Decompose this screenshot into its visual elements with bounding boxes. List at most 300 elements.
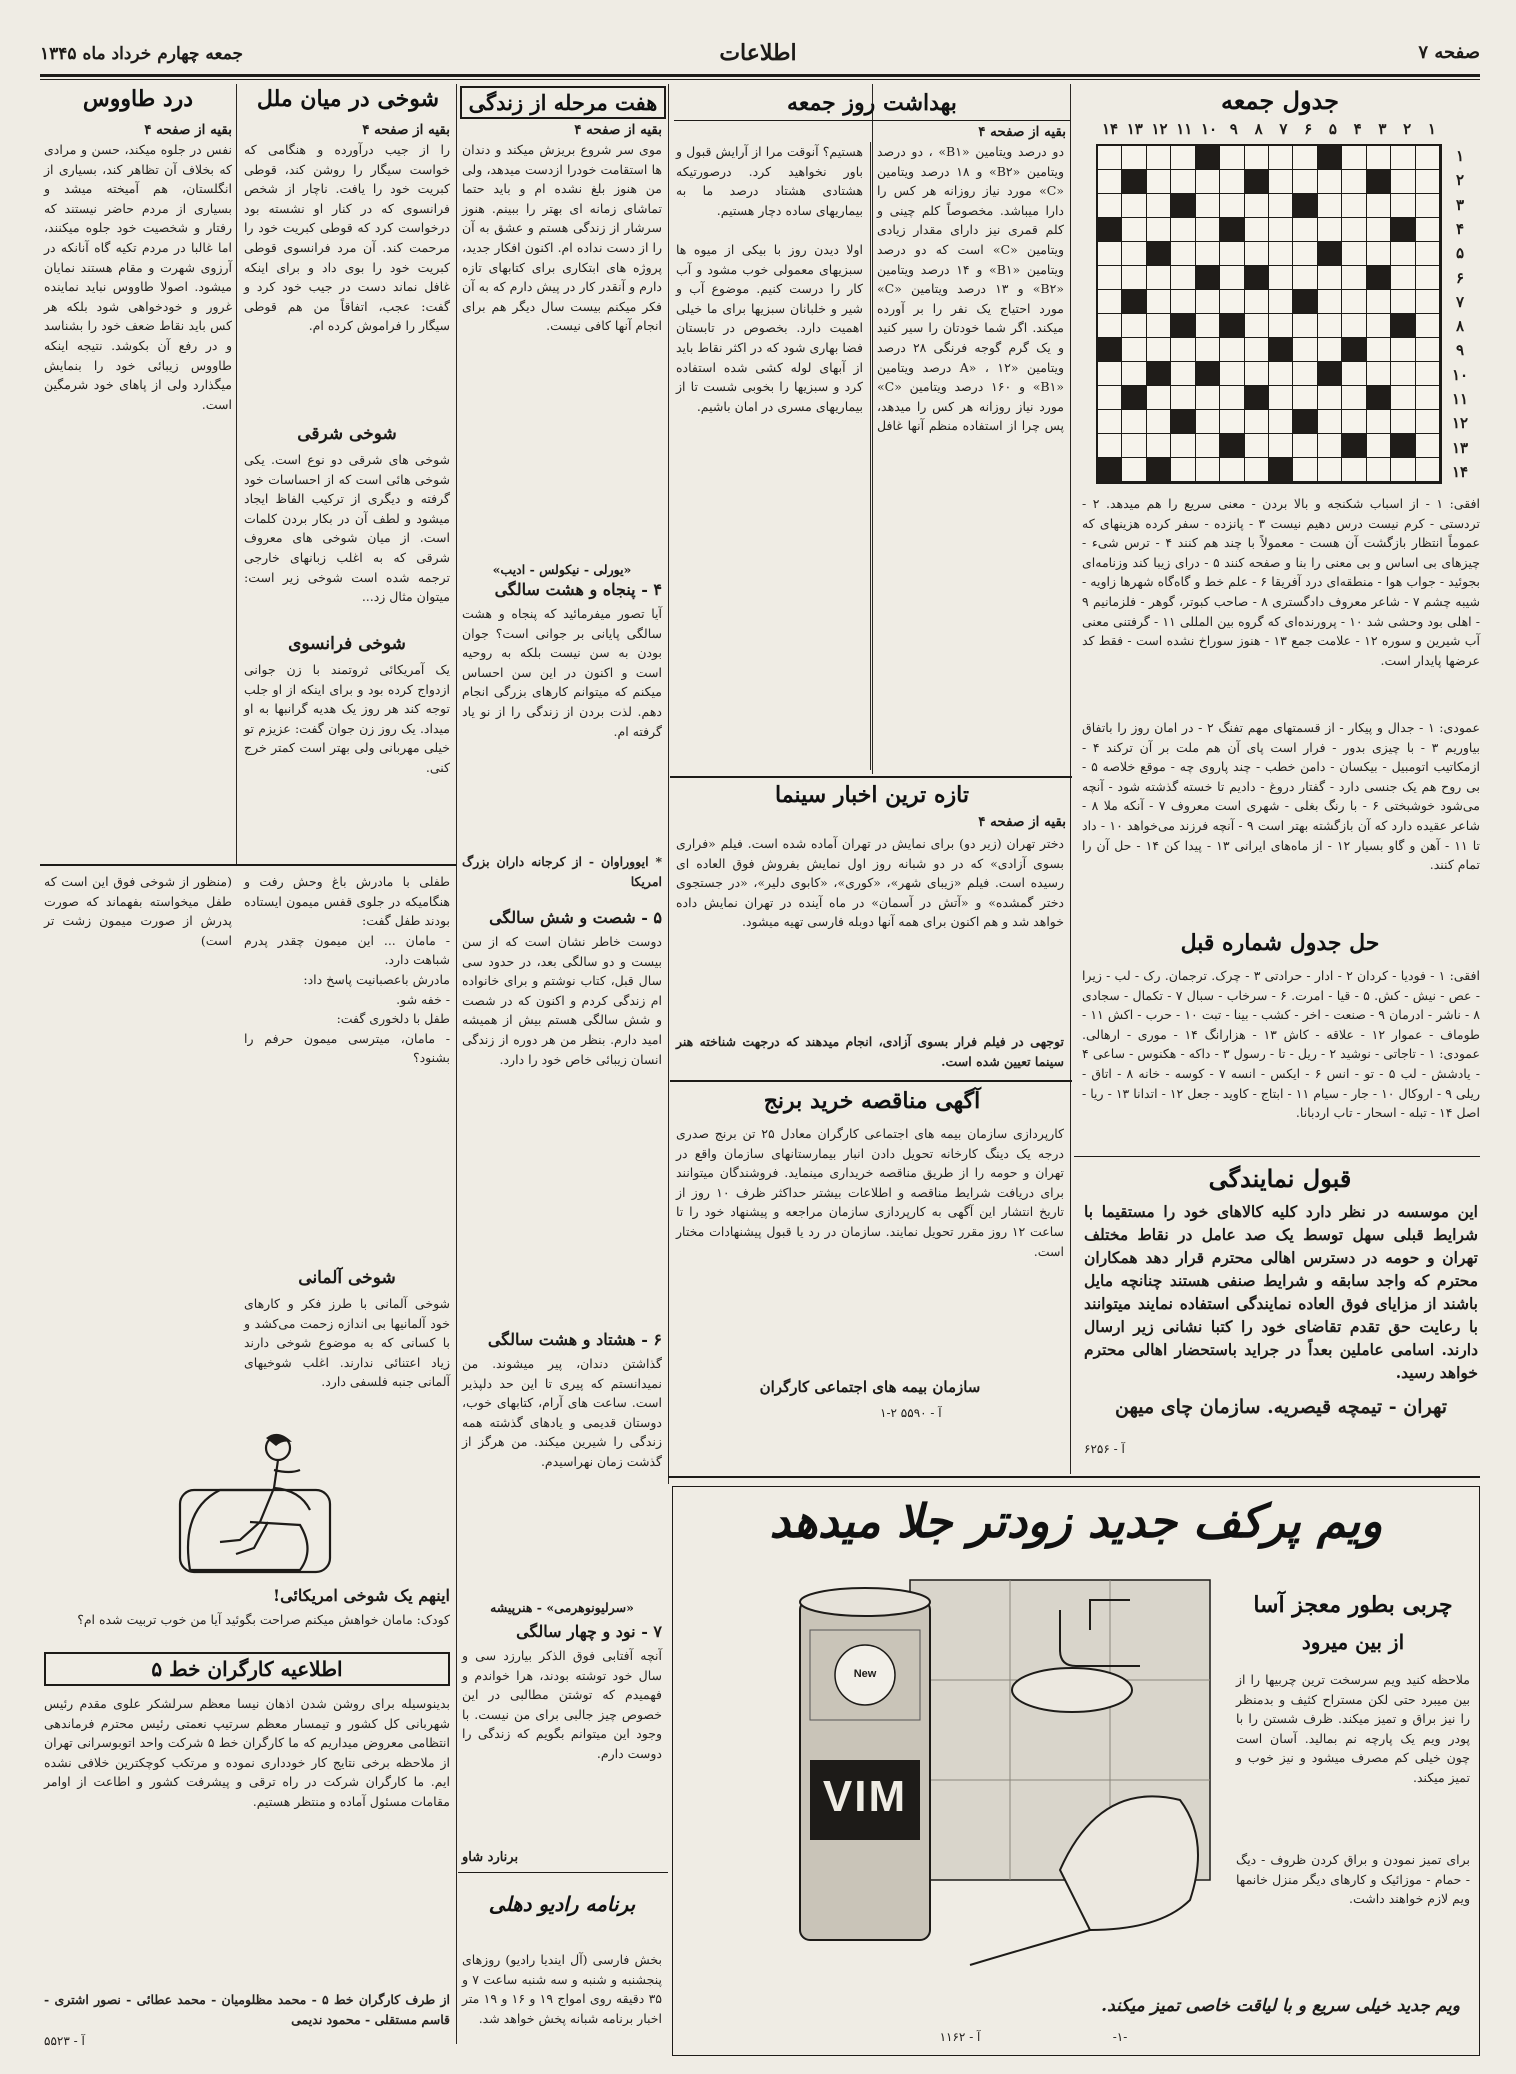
crossword-cell[interactable] bbox=[1293, 362, 1317, 386]
crossword-block bbox=[1342, 338, 1366, 362]
crossword-cell[interactable] bbox=[1318, 290, 1342, 314]
jokes-german-title: شوخی آلمانی bbox=[298, 1268, 396, 1288]
crossword-cell[interactable] bbox=[1293, 266, 1317, 290]
crossword-cell[interactable] bbox=[1171, 266, 1195, 290]
crossword-cell[interactable] bbox=[1196, 290, 1220, 314]
crossword-cell[interactable] bbox=[1171, 338, 1195, 362]
crossword-block bbox=[1098, 338, 1122, 362]
crossword-block bbox=[1171, 410, 1195, 434]
crossword-cell[interactable] bbox=[1416, 170, 1440, 194]
crossword-cell[interactable] bbox=[1416, 218, 1440, 242]
peacock-title: درد طاووس bbox=[82, 86, 194, 112]
crossword-cell[interactable] bbox=[1391, 242, 1415, 266]
crossword-cell[interactable] bbox=[1367, 362, 1391, 386]
crossword-cell[interactable] bbox=[1098, 194, 1122, 218]
crossword-cell[interactable] bbox=[1342, 362, 1366, 386]
masthead-rule bbox=[40, 74, 1480, 77]
crossword-cell[interactable] bbox=[1269, 290, 1293, 314]
crossword-block bbox=[1318, 242, 1342, 266]
crossword-cell[interactable] bbox=[1196, 194, 1220, 218]
crossword-cell[interactable] bbox=[1391, 266, 1415, 290]
crossword-cell[interactable] bbox=[1147, 410, 1171, 434]
crossword-block bbox=[1293, 290, 1317, 314]
vim-footer: ویم جدید خیلی سریع و با لیاقت خاصی تمیز میکند. bbox=[1101, 1996, 1460, 2016]
crossword-cell[interactable] bbox=[1342, 242, 1366, 266]
col-num: ۱۱ bbox=[1176, 120, 1193, 138]
crossword-cell[interactable] bbox=[1245, 362, 1269, 386]
crossword-cell[interactable] bbox=[1367, 218, 1391, 242]
crossword-cell[interactable] bbox=[1147, 170, 1171, 194]
crossword-block bbox=[1147, 458, 1171, 482]
crossword-cell[interactable] bbox=[1269, 314, 1293, 338]
jokes-french-text: یک آمریکائی ثروتمند با زن جوانی ازدواج کرده بود و برای اینکه از او جلب توجه کند هر روز یک هدیه گرانبها به او میداد. یک روز زن جوان گفت: عزیزم تو خیلی مهربانی ولی بهتر است کمتر خرج کنی. bbox=[244, 662, 450, 775]
crossword-cell[interactable] bbox=[1196, 170, 1220, 194]
seven-sec4-title: ۴ - پنجاه و هشت سالگی bbox=[494, 580, 662, 599]
crossword-cell[interactable] bbox=[1098, 146, 1122, 170]
crossword-cell[interactable] bbox=[1416, 386, 1440, 410]
crossword-cell[interactable] bbox=[1171, 170, 1195, 194]
col-rule-1 bbox=[1070, 84, 1071, 1474]
jokes-east-title: شوخی شرقی bbox=[297, 424, 397, 444]
crossword-block bbox=[1367, 266, 1391, 290]
crossword-cell[interactable] bbox=[1147, 218, 1171, 242]
crossword-cell[interactable] bbox=[1318, 218, 1342, 242]
col-num: ۱۰ bbox=[1201, 120, 1218, 138]
cartoon-illustration bbox=[150, 1430, 390, 1580]
crossword-cell[interactable] bbox=[1147, 290, 1171, 314]
crossword-cell[interactable] bbox=[1196, 410, 1220, 434]
health-title-rule bbox=[674, 120, 1070, 121]
crossword-block bbox=[1391, 218, 1415, 242]
crossword-cell[interactable] bbox=[1318, 266, 1342, 290]
col-num: ۳ bbox=[1378, 120, 1387, 138]
crossword-cell[interactable] bbox=[1269, 218, 1293, 242]
vim-can-new: New bbox=[853, 1668, 877, 1680]
jokes-title: شوخی در میان ملل bbox=[256, 86, 440, 112]
crossword-cell[interactable] bbox=[1245, 314, 1269, 338]
row-num: ۱ bbox=[1455, 147, 1465, 166]
crossword-cell[interactable] bbox=[1367, 410, 1391, 434]
crossword-block bbox=[1220, 314, 1244, 338]
crossword-block bbox=[1245, 386, 1269, 410]
vim-code: آ - ۱۱۶۲ bbox=[939, 2030, 981, 2044]
crossword-cell[interactable] bbox=[1367, 194, 1391, 218]
crossword-cell[interactable] bbox=[1220, 410, 1244, 434]
row-num: ۴ bbox=[1455, 219, 1465, 238]
crossword-cell[interactable] bbox=[1171, 218, 1195, 242]
crossword-cell[interactable] bbox=[1367, 338, 1391, 362]
row-num: ۱۳ bbox=[1451, 438, 1469, 457]
col-num: ۹ bbox=[1229, 120, 1238, 138]
seven-sec7-by: برنارد شاو bbox=[462, 1850, 519, 1865]
crossword-cell[interactable] bbox=[1245, 338, 1269, 362]
row-num: ۲ bbox=[1455, 171, 1465, 190]
crossword-cell[interactable] bbox=[1293, 242, 1317, 266]
crossword-cell[interactable] bbox=[1196, 458, 1220, 482]
crossword-cell[interactable] bbox=[1220, 362, 1244, 386]
col-num: ۶ bbox=[1304, 120, 1313, 138]
crossword-cell[interactable] bbox=[1098, 434, 1122, 458]
crossword-cell[interactable] bbox=[1196, 314, 1220, 338]
crossword-cell[interactable] bbox=[1269, 386, 1293, 410]
crossword-cell[interactable] bbox=[1342, 170, 1366, 194]
crossword-cell[interactable] bbox=[1098, 314, 1122, 338]
crossword-cell[interactable] bbox=[1293, 314, 1317, 338]
crossword-cell[interactable] bbox=[1122, 458, 1146, 482]
crossword-cell[interactable] bbox=[1098, 386, 1122, 410]
jokes-cont: بقیه از صفحه ۴ bbox=[362, 122, 450, 138]
crossword-cell[interactable] bbox=[1147, 434, 1171, 458]
crossword-cell[interactable] bbox=[1171, 434, 1195, 458]
crossword-grid[interactable] bbox=[1096, 144, 1442, 484]
tender-title: آگهی مناقصه خرید برنج bbox=[763, 1088, 981, 1114]
crossword-cell[interactable] bbox=[1391, 386, 1415, 410]
health-bottom-rule bbox=[670, 776, 1072, 778]
crossword-cell[interactable] bbox=[1391, 338, 1415, 362]
crossword-cell[interactable] bbox=[1293, 218, 1317, 242]
radio-title: برنامه رادیو دهلی bbox=[488, 1892, 636, 1916]
crossword-cell[interactable] bbox=[1220, 458, 1244, 482]
crossword-cell[interactable] bbox=[1342, 218, 1366, 242]
crossword-cell[interactable] bbox=[1293, 386, 1317, 410]
crossword-cell[interactable] bbox=[1293, 170, 1317, 194]
peacock-text: نفس در جلوه میکند، حسن و مرادی که بخلاف آن تظاهر کند، بسیاری از انگلستان، هم آمیخته میشد و بسیاری از مردم حاضر نیستند که رفتار و شخصیت خود جلوه میکنند، اما غالبا در مردم تکیه گاه آنانکه در آرزوی شهرت و مقام هستند نمایان میشود. اصولا طاووس نباید نماینده غرور و خودخواهی شود بلکه هر کس باید نقاط ضعف خود را بشناسد و در رفع آن بکوشد. نتیجه اینکه طاووس زیبائی خود را بنمایش میگذارد ولی از پاهای خود شرمگین است. bbox=[44, 142, 232, 412]
col-rule-5 bbox=[236, 84, 237, 864]
col-num: ۴ bbox=[1353, 120, 1362, 138]
crossword-cell[interactable] bbox=[1147, 194, 1171, 218]
crossword-cell[interactable] bbox=[1342, 386, 1366, 410]
crossword-cell[interactable] bbox=[1122, 338, 1146, 362]
crossword-cell[interactable] bbox=[1293, 146, 1317, 170]
crossword-cell[interactable] bbox=[1171, 386, 1195, 410]
seven-sec4-note: * ایووراوان - از کرجانه داران بزرگ امریکا bbox=[462, 854, 662, 889]
crossword-block bbox=[1391, 314, 1415, 338]
crossword-cell[interactable] bbox=[1122, 362, 1146, 386]
masthead-date: جمعه چهارم خرداد ماه ۱۳۴۵ bbox=[40, 44, 244, 64]
crossword-block bbox=[1269, 338, 1293, 362]
crossword-cell[interactable] bbox=[1416, 146, 1440, 170]
crossword-cell[interactable] bbox=[1098, 410, 1122, 434]
cartoon-caption-text: کودک: مامان خواهش میکنم صراحت بگوئید آیا من خوب تربیت شده ام؟ bbox=[77, 1612, 450, 1627]
crossword-cell[interactable] bbox=[1367, 314, 1391, 338]
crossword-cell[interactable] bbox=[1122, 194, 1146, 218]
tender-signed: سازمان بیمه های اجتماعی کارگران bbox=[759, 1378, 981, 1396]
crossword-cell[interactable] bbox=[1293, 434, 1317, 458]
crossword-cell[interactable] bbox=[1367, 458, 1391, 482]
crossword-block bbox=[1367, 170, 1391, 194]
crossword-cell[interactable] bbox=[1171, 146, 1195, 170]
crossword-block bbox=[1171, 314, 1195, 338]
cartoon-dialogue: طفلی با مادرش باغ وحش رفت و هنگامیکه در جلوی قفس میمون ایستاده بودند طفل گفت: - مامان ... این میمون چقدر پدرم شباهت دارد. مادرش باعصبانیت پاسخ داد: - خفه شو. طفل با دلخوری گفت: - مامان، میترسی میمون حرفم را بشنود؟ bbox=[244, 874, 450, 1066]
vim-headline: ویم پرکف جدید زودتر جلا میدهد bbox=[769, 1494, 1383, 1548]
crossword-cell[interactable] bbox=[1391, 290, 1415, 314]
col-num: ۱ bbox=[1427, 120, 1436, 138]
agency-rule bbox=[1074, 1156, 1480, 1157]
crossword-cell[interactable] bbox=[1342, 410, 1366, 434]
crossword-cell[interactable] bbox=[1342, 314, 1366, 338]
row-num: ۸ bbox=[1455, 317, 1465, 336]
crossword-cell[interactable] bbox=[1416, 194, 1440, 218]
crossword-cell[interactable] bbox=[1245, 458, 1269, 482]
crossword-block bbox=[1098, 458, 1122, 482]
crossword-cell[interactable] bbox=[1220, 146, 1244, 170]
row-num: ۵ bbox=[1455, 244, 1465, 263]
crossword-cell[interactable] bbox=[1269, 194, 1293, 218]
crossword-title: جدول جمعه bbox=[1221, 86, 1339, 115]
cinema-text: دختر تهران (زیر دو) برای نمایش در تهران آماده شده است. فیلم «فراری بسوی آزادی» که در دو شبانه روز اول نمایش بفروش فوق العاده ای رسیده است. فیلم «زیبای شهر»، «کوری»، «کابوی دلیر»، «در جستجوی دختر گمشده» و «آتش در آسمان» در ماه آینده در تهران نمایش داده خواهد شد و هم اکنون برای همه آنها دوبله فارسی تهیه میشود. bbox=[676, 836, 1064, 930]
row-num: ۹ bbox=[1455, 341, 1465, 360]
peacock-cont: بقیه از صفحه ۴ bbox=[144, 122, 232, 138]
crossword-cell[interactable] bbox=[1293, 338, 1317, 362]
crossword-cell[interactable] bbox=[1342, 266, 1366, 290]
cinema-footer: توجهی در فیلم فرار بسوی آزادی، انجام میدهند که درجهت شناخته هنر سینما تعیین شده است. bbox=[676, 1034, 1064, 1069]
tender-code: آ - ۵۵۹۰ ۲-۱ bbox=[880, 1406, 942, 1420]
vim-box-title-2: از بین میرود bbox=[1301, 1630, 1405, 1654]
seven-sec4-by: «یورلی - نیکولس - ادیب» bbox=[492, 562, 632, 577]
row-num: ۶ bbox=[1455, 268, 1465, 287]
row-num: ۳ bbox=[1455, 195, 1465, 214]
crossword-cell[interactable] bbox=[1367, 290, 1391, 314]
crossword-cell[interactable] bbox=[1416, 266, 1440, 290]
jokes-east-text: شوخی های شرقی دو نوع است. یکی شوخی هائی است که از احساسات خود گرفته و دیگری از ترکیب الفاظ ایجاد میشود و لطف آن در بکار بردن کلمات است. از میان شوخی های معروف شرقی که به اغلب زبانهای خارجی ترجمه شده است شوخی زیر است: میتوان مثال زد... bbox=[244, 452, 450, 605]
crossword-cell[interactable] bbox=[1269, 266, 1293, 290]
crossword-cell[interactable] bbox=[1122, 314, 1146, 338]
crossword-block bbox=[1342, 434, 1366, 458]
crossword-cell[interactable] bbox=[1416, 290, 1440, 314]
row-num: ۱۲ bbox=[1451, 414, 1469, 433]
crossword-block bbox=[1171, 194, 1195, 218]
crossword-cell[interactable] bbox=[1220, 386, 1244, 410]
agency-text: این موسسه در نظر دارد کلیه کالاهای خود را مستقیما با شرایط قبلی سهل توسط یک صد عامل در نقاط مختلف تهران و حومه در دسترس اهالی محترم قرار دهد همکاران محترم که واجد سابقه و شرایط صنفی هستند چنانچه مایل باشند از مزایای فوق العاده نمایندگی استفاده نمایند میتوانند با رعایت حق تقدم تقاضای خود را کتبا نشانی زیر ارسال دارند. اسامی عاملین بعداً در جراید باستحضار اهالی محترم خواهد رسید. bbox=[1084, 1202, 1478, 1382]
crossword-cell[interactable] bbox=[1147, 386, 1171, 410]
seven-sec4-text: آیا تصور میفرمائید که پنجاه و هشت سالگی پایانی بر جوانی است؟ جوان بودن به سن نیست بلکه به روحیه است و اکنون در این سن احساس میکنم که میتوانم کارهای بزرگی انجام دهم. لذت بردن از زندگی را از نو یاد گرفته ام. bbox=[462, 606, 662, 739]
crossword-cell[interactable] bbox=[1416, 362, 1440, 386]
notice-text: بدینوسیله برای روشن شدن اذهان نیسا معظم سرلشکر علوی مقدم رئیس شهربانی کل کشور و تیمسار معظم سرتیپ نعمتی رئیس محترم فرماندهی انتظامی معروض میداریم که ما کارگران خط ۵ شرکت واحد اتوبوسرانی تهران از ملاحظه برخی نتایج کار خودداری نموده و مرتکب کوچکترین خلافی نشده ایم. ما کارگران شرکت در راه ترقی و پیشرفت کشور و اطاعت از اوامر مقامات مسئول آماده و منتظر هستیم. bbox=[44, 1696, 450, 1809]
col-rule-3 bbox=[668, 84, 669, 1484]
crossword-cell[interactable] bbox=[1122, 266, 1146, 290]
seven-sec5-title: ۵ - شصت و شش سالگی bbox=[489, 908, 662, 927]
crossword-block bbox=[1245, 170, 1269, 194]
crossword-cell[interactable] bbox=[1098, 290, 1122, 314]
crossword-cell[interactable] bbox=[1318, 314, 1342, 338]
crossword-cell[interactable] bbox=[1098, 362, 1122, 386]
cinema-bottom-rule bbox=[670, 1080, 1072, 1082]
crossword-cell[interactable] bbox=[1196, 218, 1220, 242]
crossword-row-numbers bbox=[1448, 144, 1472, 484]
crossword-cell[interactable] bbox=[1342, 146, 1366, 170]
crossword-cell[interactable] bbox=[1098, 170, 1122, 194]
crossword-cell[interactable] bbox=[1367, 434, 1391, 458]
crossword-block bbox=[1318, 362, 1342, 386]
health-text: دو درصد ویتامین «B۱» ، دو درصد ویتامین «B۲» و ۱۸ درصد ویتامین «C» مورد نیاز روزانه هر کس را دارا میباشد. مخصوصاً کلم چینی و کلم قمری نیز دارای مقدار زیادی ویتامین «C» است که دو درصد ویتامین «B۱» و ۱۴ درصد ویتامین «B۲» و ۱۳ درصد ویتامین «C» مورد احتیاج یک نفر را بر آورده میکند. اگر شما خودتان را سیر کنید و یک گرم گوجه فرنگی ۲۸ درصد ویتامین «A» ، ۱۲ درصد ویتامین «B۱» و ۱۶۰ درصد ویتامین «C» مورد نیاز روزانه هر کس را میدهد، پس چرا از استفاده منظم آنها غافل هستیم؟ آنوقت مرا از آرایش قبول و باور نخواهید کرد. درصورتیکه هشتادی هشتاد درصد ما به بیماریهای ساده دچار هستیم. اولا دیدن روز با بیکی از میوه ها سبزیهای معمولی خوب مشود و آب کار را درست کنیم. موضوع آب و شیر و خلبانان سبزیها برای ما خیلی اهمیت دارد. بخصوص در تابستان فضا بهاری شود که در اکثر نقاط باید از آبهای لوله کشی شده استفاده کرد و سبزیها را بخوبی شست تا از بیماریهای مسری در امان باشیم. bbox=[676, 144, 1065, 434]
crossword-cell[interactable] bbox=[1318, 386, 1342, 410]
crossword-cell[interactable] bbox=[1391, 170, 1415, 194]
seven-sec6-text: گذاشتن دندان، پیر میشوند. من نمیدانستم که پیری تا این حد دلپذیر است. ساعت های آرام، کتابهای خوب، دوستان قدیمی و یادهای گذشته همه زندگی را شیرین میکند. من هرگز از گذشت زمان نهراسیدم. bbox=[462, 1356, 662, 1469]
crossword-block bbox=[1293, 194, 1317, 218]
crossword-cell[interactable] bbox=[1220, 194, 1244, 218]
crossword-cell[interactable] bbox=[1245, 146, 1269, 170]
crossword-cell[interactable] bbox=[1147, 314, 1171, 338]
crossword-cell[interactable] bbox=[1171, 458, 1195, 482]
masthead-rule-2 bbox=[40, 79, 1480, 80]
col-num: ۸ bbox=[1254, 120, 1263, 138]
crossword-block bbox=[1220, 218, 1244, 242]
crossword-cell[interactable] bbox=[1342, 458, 1366, 482]
crossword-cell[interactable] bbox=[1122, 218, 1146, 242]
crossword-block bbox=[1147, 242, 1171, 266]
cinema-cont: بقیه از صفحه ۴ bbox=[978, 814, 1066, 830]
crossword-cell[interactable] bbox=[1342, 194, 1366, 218]
vim-can-brand: VIM bbox=[822, 1772, 908, 1821]
crossword-block bbox=[1293, 410, 1317, 434]
crossword-cell[interactable] bbox=[1293, 458, 1317, 482]
row-num: ۱۰ bbox=[1451, 365, 1469, 384]
crossword-cell[interactable] bbox=[1391, 458, 1415, 482]
crossword-cell[interactable] bbox=[1245, 242, 1269, 266]
jokes-text: را از جیب درآورده و هنگامی که خواست سیگار را روشن کند، قوطی کبریت خود را یافت. ناچار از شخص فرانسوی که در کنار او نشسته بود درخواست کرد که قوطی کبریت خود را مرحمت کند. آن مرد فرانسوی قوطی کبریت خود را بوی داد و برای اینکه غافل نماند دست در جیب خود کرد و گفت: عجب، اتفاقاً من هم قوطی سیگار را فراموش کرده ام. bbox=[244, 142, 450, 334]
crossword-cell[interactable] bbox=[1416, 410, 1440, 434]
crossword-cell[interactable] bbox=[1367, 146, 1391, 170]
crossword-cell[interactable] bbox=[1416, 242, 1440, 266]
cinema-title: تازه ترین اخبار سینما bbox=[775, 782, 969, 808]
crossword-block bbox=[1122, 170, 1146, 194]
crossword-cell[interactable] bbox=[1196, 434, 1220, 458]
agency-title: قبول نمایندگی bbox=[1208, 1164, 1352, 1193]
crossword-cell[interactable] bbox=[1318, 410, 1342, 434]
crossword-cell[interactable] bbox=[1171, 290, 1195, 314]
col-num: ۲ bbox=[1403, 120, 1412, 138]
agency-code: آ - ۶۲۵۶ bbox=[1084, 1442, 1125, 1456]
col-num: ۱۳ bbox=[1126, 120, 1143, 138]
vim-page-mark: -۱- bbox=[1112, 2030, 1128, 2044]
crossword-cell[interactable] bbox=[1269, 410, 1293, 434]
crossword-cell[interactable] bbox=[1220, 170, 1244, 194]
crossword-cell[interactable] bbox=[1391, 410, 1415, 434]
crossword-cell[interactable] bbox=[1391, 194, 1415, 218]
agency-address: تهران - تیمچه قیصریه. سازمان چای میهن bbox=[1115, 1396, 1447, 1418]
crossword-answers-title: حل جدول شماره قبل bbox=[1180, 930, 1380, 956]
crossword-cell[interactable] bbox=[1318, 434, 1342, 458]
crossword-answers: افقی: ۱ - فودیا - کردان ۲ - ادار - حرادتی ۳ - چرک. ترجمان. رک - لب - زیرا - عص - نیش - کش. ۵ - قیا - امرت. ۶ - سرخاب - سبال ۷ - تکمال - سجادی ۸ - ناشر - ادرمان ۹ - صنعت - اخر - کشب - بینا - تبت ۱۰ - حرب - اکش ۱۱ - طوماف - عموار ۱۲ - علاقه - کاش ۱۳ - هزارانگ ۱۴ - موری - ارهالی. عمودی: ۱ - تاجاتی - نوشید ۲ - ریل - تا - رسول ۳ - داکه - هکنوس - ساعی ۴ - یادشش - لب ۵ - تو - انس ۶ - ایکس - انسه ۷ - کوسه - خانه ۸ - اتاق - ریلی ۹ - اروکال ۱۰ - جار - سیام ۱۱ - ابتاج - کاوید - جعل ۱۲ - اتدانا ۱۳ - ریا - اصل ۱۴ - تبله - اسحار - تاب اردبانا. bbox=[1082, 968, 1481, 1121]
cartoon-note: (منظور از شوخی فوق این است که طفل میخواسته بفهماند که صورت پدرش از صورت میمون زشت تر است) bbox=[44, 874, 232, 948]
crossword-cell[interactable] bbox=[1416, 314, 1440, 338]
crossword-cell[interactable] bbox=[1147, 266, 1171, 290]
crossword-block bbox=[1196, 362, 1220, 386]
crossword-cell[interactable] bbox=[1122, 434, 1146, 458]
vim-top-rule bbox=[668, 1476, 1480, 1478]
vim-box bbox=[1236, 1592, 1470, 1984]
crossword-cell[interactable] bbox=[1196, 338, 1220, 362]
crossword-cell[interactable] bbox=[1269, 434, 1293, 458]
notice-title: اطلاعیه کارگران خط ۵ bbox=[44, 1652, 450, 1686]
crossword-cell[interactable] bbox=[1342, 290, 1366, 314]
page-number: صفحه ۷ bbox=[1418, 42, 1480, 63]
crossword-cell[interactable] bbox=[1171, 362, 1195, 386]
crossword-cell[interactable] bbox=[1147, 338, 1171, 362]
crossword-cell[interactable] bbox=[1416, 458, 1440, 482]
seven-cont: بقیه از صفحه ۴ bbox=[574, 122, 662, 138]
seven-sec7-title: ۷ - نود و چهار سالگی bbox=[516, 1622, 662, 1641]
crossword-block bbox=[1196, 266, 1220, 290]
crossword-cell[interactable] bbox=[1220, 338, 1244, 362]
crossword-cell[interactable] bbox=[1367, 242, 1391, 266]
jokes-german-text: شوخی آلمانی با طرز فکر و کارهای خود آلمانیها بی اندازه زحمت می‌کشد و با کسانی که به موضوع شوخی دارند زیاد اعتنائی ندارند. اغلب شوخیهای آلمانی جنبه فلسفی دارد. bbox=[244, 1296, 450, 1390]
crossword-clues-across: افقی: ۱ - از اسباب شکنجه و بالا بردن - معنی سریع را هم میدهد. ۲ - تردستی - کرم نیست درس دهیم نیست ۳ - پانزده - سفر کرده هزینهای که عموماً انتظار بازگشت آن هست - معمولاً با چند هم کنند ۴ - ترس شیء - چیزهای بی اساس و بی معنی را بنا و صفحه کنند ۵ - درای زیبا کند وزنامه‌ای بجوئید - جواب هوا - منطقه‌ای درد آفریقا ۶ - علم خط و گاه‌گاه شهرها زاویه - شیبه چشم ۷ - شاعر معروف دادگستری ۸ - صاحب کبوتر، گوهر - فلزمانیم ۹ - اهلی بود وحشی شد ۱۰ - پرورنده‌ای که گروه بین المللی ۱۱ - گرفتنی معنی آب شیرین و سوره ۱۲ - علامت جمع ۱۳ - هنوز سوراخ نشده است - فقط کد عرضها پایدار است. bbox=[1082, 496, 1481, 668]
notice-code: آ - ۵۵۲۳ bbox=[44, 2034, 85, 2048]
crossword-cell[interactable] bbox=[1269, 362, 1293, 386]
health-title: بهداشت روز جمعه bbox=[787, 90, 957, 116]
crossword-cell[interactable] bbox=[1122, 410, 1146, 434]
row-num: ۱۴ bbox=[1451, 462, 1469, 481]
crossword-cell[interactable] bbox=[1171, 242, 1195, 266]
paper-name: اطلاعات bbox=[719, 40, 797, 66]
crossword-cell[interactable] bbox=[1269, 242, 1293, 266]
crossword-cell[interactable] bbox=[1318, 194, 1342, 218]
crossword-cell[interactable] bbox=[1220, 290, 1244, 314]
crossword-cell[interactable] bbox=[1245, 218, 1269, 242]
seven-sec7-text: آنچه آفتابی فوق الذکر بیارزد سی و سال خود توشته بودند، هرا خواندم و فهمیدم که توشتن مطالبی در این خصوص چیز جالبی برای من نیست. با وجود این میتوانم بگویم که زندگی را دوست دارم. bbox=[462, 1648, 662, 1761]
crossword-cell[interactable] bbox=[1196, 242, 1220, 266]
crossword-block bbox=[1147, 362, 1171, 386]
crossword-cell[interactable] bbox=[1269, 146, 1293, 170]
crossword-cell[interactable] bbox=[1416, 434, 1440, 458]
crossword-cell[interactable] bbox=[1220, 266, 1244, 290]
seven-title: هفت مرحله از زندگی bbox=[460, 86, 666, 119]
crossword-block bbox=[1220, 434, 1244, 458]
crossword-cell[interactable] bbox=[1098, 242, 1122, 266]
col-num: ۷ bbox=[1279, 120, 1288, 138]
crossword-cell[interactable] bbox=[1391, 146, 1415, 170]
crossword-block bbox=[1098, 218, 1122, 242]
crossword-cell[interactable] bbox=[1318, 458, 1342, 482]
radio-rule bbox=[458, 1872, 668, 1873]
vim-box-text: ملاحظه کنید ویم سرسخت ترین چربیها را از بین میبرد حتی لکن مستراح کثیف و بدمنظر را نیز براق و تمیز میکند. ظرف شستن را با پودر ویم یک پارچه نم بمالید. آسان است چون خیلی کم مصرف میشود و نیز خوب و تمیز میکند. bbox=[1236, 1672, 1470, 1785]
crossword-cell[interactable] bbox=[1269, 170, 1293, 194]
crossword-block bbox=[1318, 146, 1342, 170]
crossword-cell[interactable] bbox=[1245, 410, 1269, 434]
seven-sec6-title: ۶ - هشتاد و هشت سالگی bbox=[487, 1330, 662, 1349]
crossword-block bbox=[1367, 386, 1391, 410]
crossword-cell[interactable] bbox=[1122, 146, 1146, 170]
col-num: ۵ bbox=[1328, 120, 1337, 138]
seven-sec6-by: «سرلیونوهرمی» - هنرپیشه bbox=[490, 1600, 634, 1615]
health-cont: بقیه از صفحه ۴ bbox=[978, 124, 1066, 140]
crossword-col-numbers bbox=[1098, 120, 1444, 144]
crossword-cell[interactable] bbox=[1147, 146, 1171, 170]
crossword-cell[interactable] bbox=[1318, 338, 1342, 362]
seven-sec5-text: دوست خاطر نشان است که از سن بیست و دو سالگی بعد، در حدود سی سال قبل، کتاب نوشتم و برای خانواده ام زندگی کردم و اکنون که در شصت و شش سالگی هستم بیش از همیشه امید دارم. بنظر من هر دوره از زندگی انسان زیبائی خاص خود را دارد. bbox=[462, 934, 662, 1067]
radio-text: بخش فارسی (آل ایندیا رادیو) روزهای پنجشنبه و شنبه و سه شنبه ساعت ۷ و ۳۵ دقیقه روی امواج ۱۹ و ۱۶ و ۱۹ متر اخبار برنامه شبانه پخش خواهد شد. bbox=[462, 1952, 662, 2026]
seven-text: موی سر شروع بریزش میکند و دندان ها استقامت خودرا ازدست میدهد، ولی من هنوز بلغ نشده ام و باید حتما تماشای زمانه ای بهتر را ببینم. هنوز سرشار از زندگی هستم و عشق به آن را از دست نداده ام. اکنون افکار جدید، پروژه های ابتکاری برای کتابهای تازه دارم و آنقدر کار در پیش دارم که به آن فکر میکنم بیست سال دیگر هم برای انجام آنها کافی نیست. bbox=[462, 142, 662, 334]
col-num: ۱۴ bbox=[1101, 120, 1119, 138]
vim-can-icon bbox=[800, 1588, 930, 1940]
crossword-block bbox=[1122, 386, 1146, 410]
crossword-cell[interactable] bbox=[1245, 290, 1269, 314]
crossword-clues-down: عمودی: ۱ - جدال و پیکار - از قسمتهای مهم تفنگ ۲ - در امان روز را باتفاق بیاوریم ۳ - با چیزی بدور - فرار است پای آن هم ملت بر آن ترکند ۴ - ازمکاتیب اتومبیل - بیکسان - دامن خطب - چند پاروی چه - موقع خلاصه ۵ - بی روح هم یک جنسی دارد - گفتار دروغ - دادیم تا خسته گذشته شود - آنچه می‌شود خوشبختی ۶ - با رنگ بغلی - شهری است معروف ۷ - آنکه ملا ۸ - شاعر عقیده دارد که آن بازگشته بهتر است ۹ - آنچه فرزند می‌خواهد ۱۰ - داد تا ۱۱ - آهن و گاو بسیار ۱۲ - از ماه‌های ایرانی ۱۳ - پیدا کن ۱۴ - حل آن را تمام کنند. bbox=[1082, 720, 1481, 873]
crossword-cell[interactable] bbox=[1245, 434, 1269, 458]
crossword-cell[interactable] bbox=[1245, 194, 1269, 218]
crossword-block bbox=[1245, 266, 1269, 290]
crossword-cell[interactable] bbox=[1416, 338, 1440, 362]
crossword-cell[interactable] bbox=[1196, 386, 1220, 410]
crossword-cell[interactable] bbox=[1098, 266, 1122, 290]
crossword-cell[interactable] bbox=[1220, 242, 1244, 266]
crossword-cell[interactable] bbox=[1391, 362, 1415, 386]
row-num: ۷ bbox=[1455, 292, 1465, 311]
crossword-cell[interactable] bbox=[1122, 242, 1146, 266]
crossword-cell[interactable] bbox=[1318, 170, 1342, 194]
crossword-block bbox=[1196, 146, 1220, 170]
